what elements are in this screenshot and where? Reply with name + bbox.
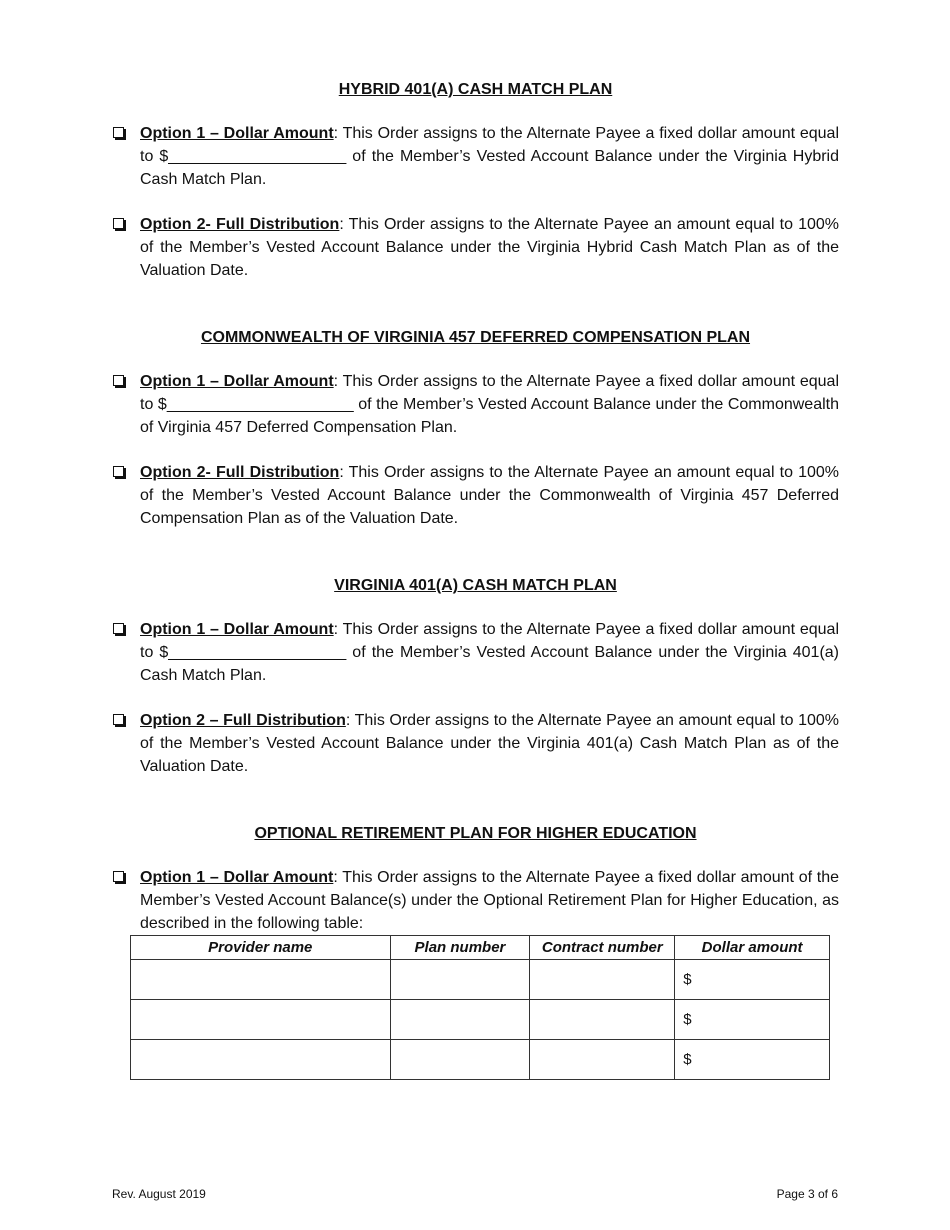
- option-text: : This Order assigns to the Alternate Payee a fixed dollar amount equal to $____________________ of the Member’s Vested Account Balance under the Virginia Hybrid Cash Match Plan.: [140, 125, 839, 188]
- option-text: : This Order assigns to the Alternate Payee an amount equal to 100% of the Member’s Vested Account Balance under the Virginia Hybrid Cash Match Plan as of the Valuation Date.: [140, 216, 840, 279]
- option-label: Option 2- Full Distribution: [140, 464, 340, 481]
- option-text: : This Order assigns to the Alternate Payee a fixed dollar amount equal to $_____________________ of the Member’s Vested Account Balance under the Commonwealth of Virginia 457 Deferred Compensation Plan.: [140, 373, 839, 436]
- checkbox-457-option-2[interactable]: [113, 466, 124, 477]
- option-text: : This Order assigns to the Alternate Payee a fixed dollar amount of the Member’s Vested Account Balance(s) under the Optional Retirement Plan for Higher Education, as described in the following table:: [140, 869, 839, 932]
- option-text: : This Order assigns to the Alternate Payee an amount equal to 100% of the Member’s Vested Account Balance under the Commonwealth of Virginia 457 Deferred Compensation Plan as of the Valuation Date.: [140, 464, 840, 527]
- section-gap: [112, 800, 839, 822]
- header-plan-number: Plan number: [390, 936, 530, 960]
- provider-name-cell[interactable]: [131, 1040, 391, 1080]
- option-401a-full-distribution: [112, 709, 839, 778]
- table-header-row: [131, 936, 830, 960]
- section-title-457-deferred: COMMONWEALTH OF VIRGINIA 457 DEFERRED COMPENSATION PLAN: [200, 329, 751, 346]
- header-contract-number: Contract number: [530, 936, 675, 960]
- header-provider-name: Provider name: [131, 936, 391, 960]
- provider-name-cell[interactable]: [131, 960, 391, 1000]
- option-label: Option 2 – Full Distribution: [140, 712, 346, 729]
- option-label: Option 1 – Dollar Amount: [140, 869, 334, 886]
- checkbox-401a-option-2[interactable]: [113, 714, 124, 725]
- checkbox-401a-option-1[interactable]: [113, 623, 124, 634]
- section-title-virginia-401a: VIRGINIA 401(A) CASH MATCH PLAN: [334, 577, 617, 594]
- option-label: Option 2- Full Distribution: [140, 216, 340, 233]
- dollar-amount-cell[interactable]: $: [675, 960, 830, 1000]
- document-page: [112, 78, 839, 1080]
- option-orp-dollar-amount: [112, 866, 839, 935]
- dollar-amount-cell[interactable]: $: [675, 1000, 830, 1040]
- option-text: : This Order assigns to the Alternate Payee an amount equal to 100% of the Member’s Vested Account Balance under the Virginia 401(a) Cash Match Plan as of the Valuation Date.: [140, 712, 840, 775]
- option-label: Option 1 – Dollar Amount: [140, 373, 334, 390]
- section-gap: [112, 304, 839, 326]
- section-title-optional-retirement: OPTIONAL RETIREMENT PLAN FOR HIGHER EDUCATION: [254, 825, 697, 842]
- plan-number-cell[interactable]: [390, 1040, 530, 1080]
- table-row: [131, 1040, 830, 1080]
- option-401a-dollar-amount: [112, 618, 839, 687]
- option-hybrid-full-distribution: [112, 213, 839, 282]
- plan-number-cell[interactable]: [390, 960, 530, 1000]
- checkbox-hybrid-option-2[interactable]: [113, 218, 124, 229]
- plan-number-cell[interactable]: [390, 1000, 530, 1040]
- option-label: Option 1 – Dollar Amount: [140, 621, 334, 638]
- footer-revision: Rev. August 2019: [112, 1187, 206, 1201]
- section-title-hybrid-401a: HYBRID 401(A) CASH MATCH PLAN: [338, 81, 613, 98]
- contract-number-cell[interactable]: [530, 1000, 675, 1040]
- checkbox-457-option-1[interactable]: [113, 375, 124, 386]
- checkbox-orp-option-1[interactable]: [113, 871, 124, 882]
- footer-page-number: Page 3 of 6: [776, 1187, 838, 1201]
- contract-number-cell[interactable]: [530, 960, 675, 1000]
- checkbox-hybrid-option-1[interactable]: [113, 127, 124, 138]
- table-row: [131, 1000, 830, 1040]
- option-text: : This Order assigns to the Alternate Payee a fixed dollar amount equal to $____________________ of the Member’s Vested Account Balance under the Virginia 401(a) Cash Match Plan.: [140, 621, 839, 684]
- dollar-amount-cell[interactable]: $: [675, 1040, 830, 1080]
- provider-name-cell[interactable]: [131, 1000, 391, 1040]
- header-dollar-amount: Dollar amount: [675, 936, 830, 960]
- provider-table: [130, 935, 830, 1080]
- contract-number-cell[interactable]: [530, 1040, 675, 1080]
- option-label: Option 1 – Dollar Amount: [140, 125, 334, 142]
- table-row: [131, 960, 830, 1000]
- option-457-full-distribution: [112, 461, 839, 530]
- section-gap: [112, 552, 839, 574]
- option-457-dollar-amount: [112, 370, 839, 439]
- option-hybrid-dollar-amount: [112, 122, 839, 191]
